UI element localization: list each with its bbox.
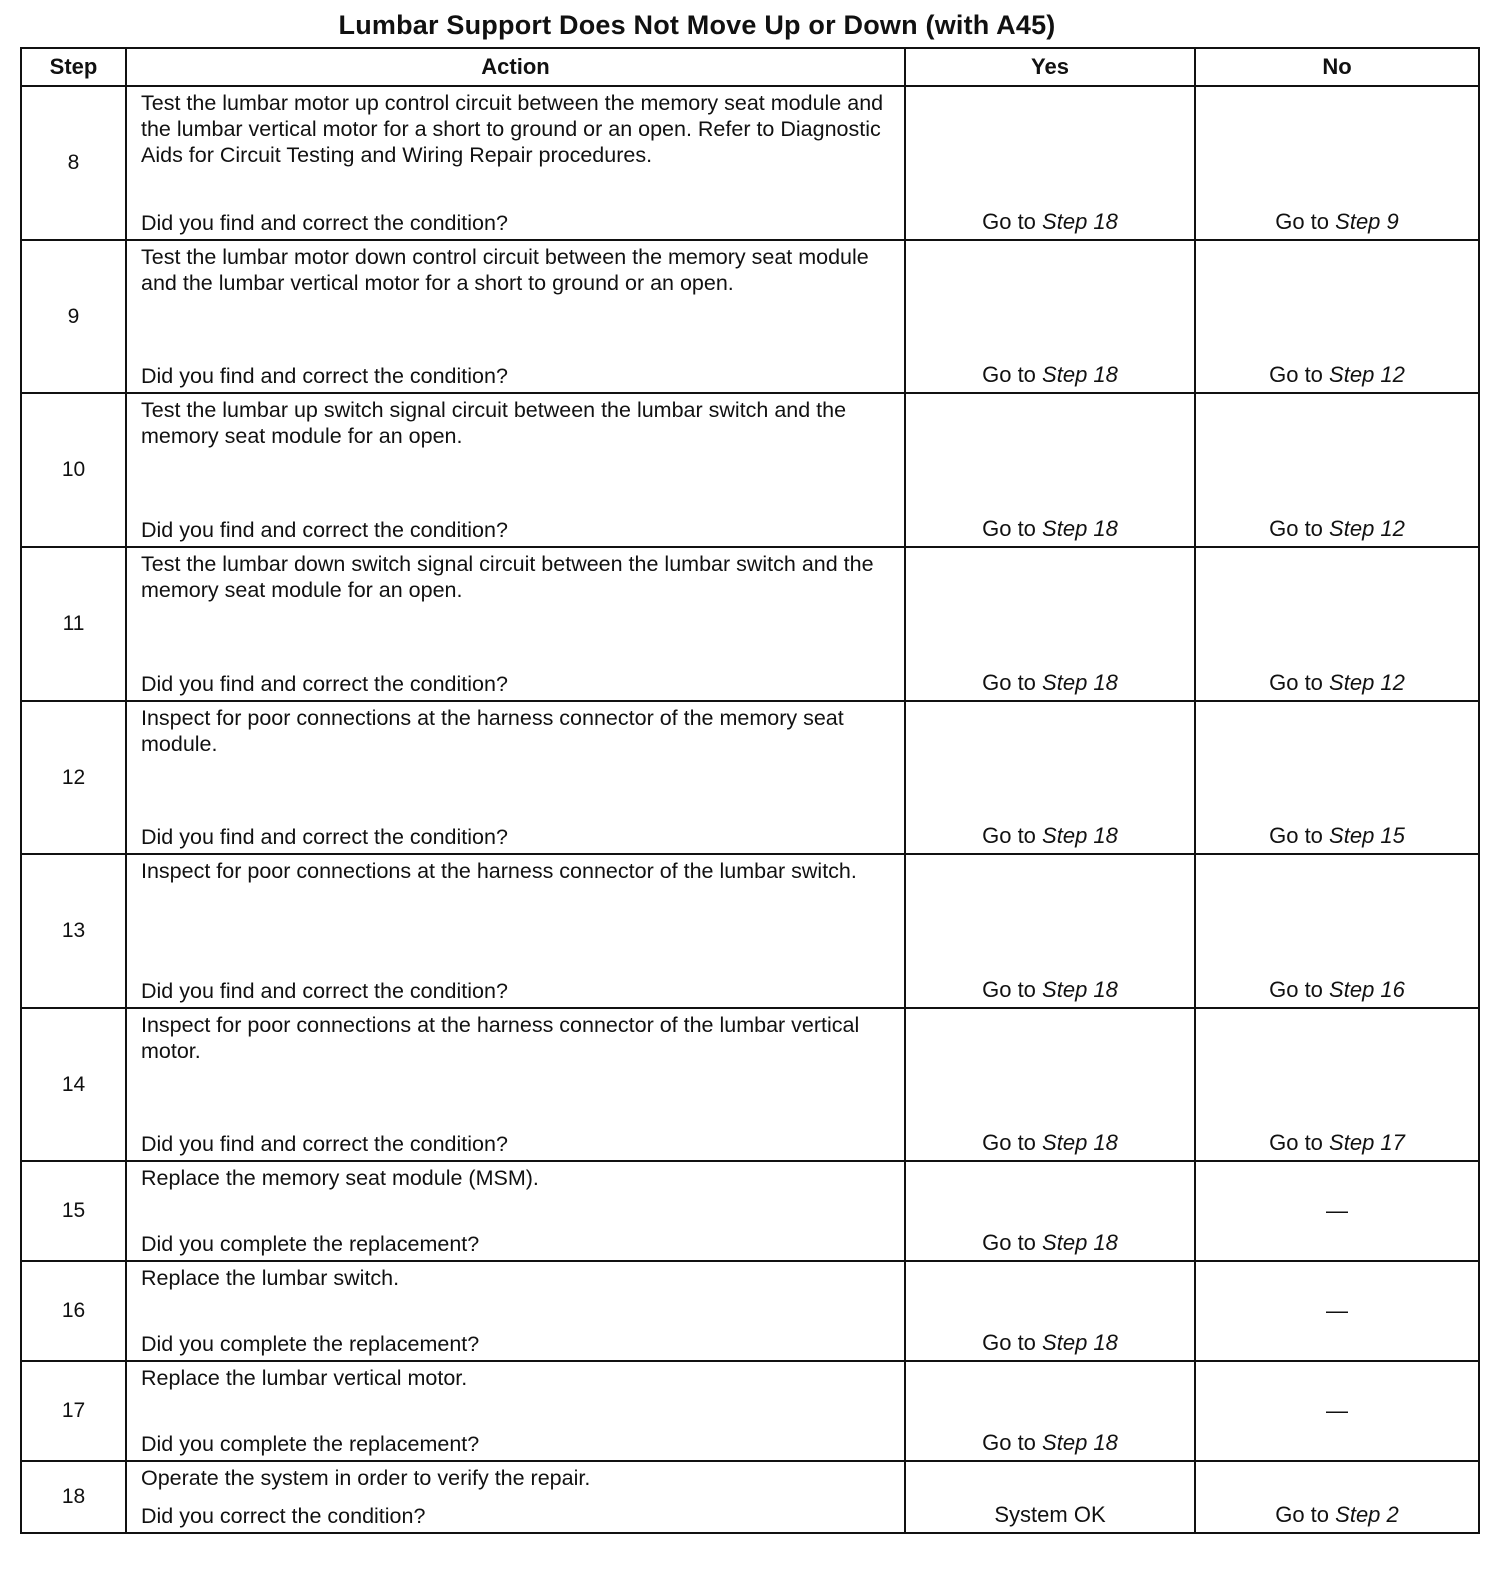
no-dash: — (1326, 1198, 1348, 1223)
yes-prefix: Go to (982, 823, 1036, 848)
yes-step-link: Step 18 (1042, 1430, 1118, 1455)
yes-cell (905, 1261, 1195, 1361)
step-number: 8 (21, 86, 126, 240)
page-title: Lumbar Support Does Not Move Up or Down (with A45) (338, 10, 1056, 40)
no-cell (1195, 86, 1479, 240)
question-text: Did you complete the replacement? (141, 1232, 480, 1256)
yes-step-link: Step 18 (1042, 516, 1118, 541)
action-text: Inspect for poor connections at the harness connector of the memory seat module. (141, 706, 844, 756)
yes-prefix: Go to (982, 1430, 1036, 1455)
table-row (21, 240, 1479, 393)
table-row (21, 1008, 1479, 1161)
yes-step-link: Step 18 (1042, 977, 1118, 1002)
question-text: Did you complete the replacement? (141, 1432, 480, 1456)
step-number: 11 (21, 547, 126, 701)
table-row (21, 1161, 1479, 1261)
question-text: Did you find and correct the condition? (141, 979, 508, 1003)
table-row (21, 1361, 1479, 1461)
yes-cell (905, 854, 1195, 1008)
no-cell (1195, 1161, 1479, 1261)
action-text: Inspect for poor connections at the harness connector of the lumbar vertical motor. (141, 1013, 860, 1063)
no-prefix: Go to (1269, 362, 1323, 387)
step-number: 17 (21, 1361, 126, 1461)
yes-cell (905, 1361, 1195, 1461)
step-number: 9 (21, 240, 126, 393)
yes-prefix: Go to (982, 670, 1036, 695)
yes-cell (905, 547, 1195, 701)
yes-cell (905, 240, 1195, 393)
no-cell (1195, 854, 1479, 1008)
yes-cell (905, 1161, 1195, 1261)
question-text: Did you find and correct the condition? (141, 825, 508, 849)
step-number: 10 (21, 393, 126, 547)
action-text: Replace the lumbar vertical motor. (141, 1366, 468, 1390)
step-number: 18 (21, 1461, 126, 1533)
no-prefix: Go to (1275, 1502, 1330, 1527)
step-number: 15 (21, 1161, 126, 1261)
no-prefix: Go to (1269, 823, 1323, 848)
action-text: Inspect for poor connections at the harness connector of the lumbar switch. (141, 859, 857, 883)
step-number: 13 (21, 854, 126, 1008)
no-prefix: Go to (1269, 1130, 1323, 1155)
no-step-link: Step 15 (1329, 823, 1405, 848)
header-action: Action (126, 48, 905, 86)
yes-step-link: Step 18 (1042, 362, 1118, 387)
step-number: 16 (21, 1261, 126, 1361)
no-cell (1195, 1361, 1479, 1461)
question-text: Did you find and correct the condition? (141, 518, 508, 542)
action-cell (126, 854, 905, 1008)
yes-cell (905, 86, 1195, 240)
yes-step-link: Step 18 (1042, 1230, 1118, 1255)
table-row (21, 547, 1479, 701)
question-text: Did you correct the condition? (141, 1504, 426, 1528)
no-cell (1195, 701, 1479, 854)
table-row (21, 854, 1479, 1008)
no-prefix: Go to (1269, 977, 1323, 1002)
table-row (21, 86, 1479, 240)
question-text: Did you find and correct the condition? (141, 364, 508, 388)
no-step-link: Step 12 (1329, 516, 1405, 541)
no-prefix: Go to (1275, 209, 1330, 234)
yes-cell (905, 393, 1195, 547)
action-cell (126, 701, 905, 854)
no-cell (1195, 1461, 1479, 1533)
no-dash: — (1326, 1398, 1348, 1423)
action-cell (126, 1261, 905, 1361)
action-text: Replace the lumbar switch. (141, 1266, 400, 1290)
yes-prefix: Go to (982, 362, 1036, 387)
diagnostic-table (20, 47, 1480, 1534)
yes-cell (905, 701, 1195, 854)
yes-prefix: Go to (982, 977, 1036, 1002)
step-number: 14 (21, 1008, 126, 1161)
step-number: 12 (21, 701, 126, 854)
yes-step-link: Step 18 (1042, 1330, 1118, 1355)
no-step-link: Step 2 (1335, 1502, 1399, 1527)
header-no: No (1195, 48, 1479, 86)
no-cell (1195, 240, 1479, 393)
action-text: Replace the memory seat module (MSM). (141, 1166, 539, 1190)
no-prefix: Go to (1269, 670, 1323, 695)
yes-step-link: Step 18 (1042, 1130, 1118, 1155)
yes-cell (905, 1461, 1195, 1533)
no-step-link: Step 16 (1329, 977, 1405, 1002)
action-text: Test the lumbar motor up control circuit between the memory seat module and the lumbar vertical motor for a short to ground or an open. Refer to Diagnostic Aids for Circuit Testing and Wiring Repair procedures. (141, 91, 884, 167)
yes-result: System OK (994, 1502, 1106, 1527)
action-cell (126, 86, 905, 240)
table-row (21, 1461, 1479, 1533)
question-text: Did you complete the replacement? (141, 1332, 480, 1356)
action-text: Test the lumbar up switch signal circuit between the lumbar switch and the memory seat module for an open. (141, 398, 847, 448)
yes-prefix: Go to (982, 1330, 1036, 1355)
no-cell (1195, 1008, 1479, 1161)
no-prefix: Go to (1269, 516, 1323, 541)
header-row (21, 48, 1479, 86)
question-text: Did you find and correct the condition? (141, 672, 508, 696)
yes-step-link: Step 18 (1042, 823, 1118, 848)
no-step-link: Step 12 (1329, 670, 1405, 695)
yes-prefix: Go to (982, 1130, 1036, 1155)
action-cell (126, 547, 905, 701)
no-step-link: Step 9 (1335, 209, 1399, 234)
action-cell (126, 240, 905, 393)
no-step-link: Step 12 (1329, 362, 1405, 387)
yes-prefix: Go to (982, 516, 1036, 541)
action-text: Operate the system in order to verify the repair. (141, 1466, 591, 1490)
header-step: Step (21, 48, 126, 86)
no-cell (1195, 1261, 1479, 1361)
header-yes: Yes (905, 48, 1195, 86)
question-text: Did you find and correct the condition? (141, 211, 508, 235)
yes-step-link: Step 18 (1042, 670, 1118, 695)
table-row (21, 1261, 1479, 1361)
no-cell (1195, 547, 1479, 701)
yes-prefix: Go to (982, 209, 1036, 234)
action-cell (126, 1461, 905, 1533)
no-dash: — (1326, 1298, 1348, 1323)
no-cell (1195, 393, 1479, 547)
yes-cell (905, 1008, 1195, 1161)
question-text: Did you find and correct the condition? (141, 1132, 508, 1156)
action-cell (126, 1361, 905, 1461)
table-row (21, 393, 1479, 547)
action-cell (126, 1161, 905, 1261)
yes-prefix: Go to (982, 1230, 1036, 1255)
table-row (21, 701, 1479, 854)
yes-step-link: Step 18 (1042, 209, 1118, 234)
action-cell (126, 393, 905, 547)
action-text: Test the lumbar motor down control circuit between the memory seat module and the lumbar vertical motor for a short to ground or an open. (141, 245, 869, 295)
no-step-link: Step 17 (1329, 1130, 1405, 1155)
action-text: Test the lumbar down switch signal circuit between the lumbar switch and the memory seat module for an open. (141, 552, 874, 602)
action-cell (126, 1008, 905, 1161)
